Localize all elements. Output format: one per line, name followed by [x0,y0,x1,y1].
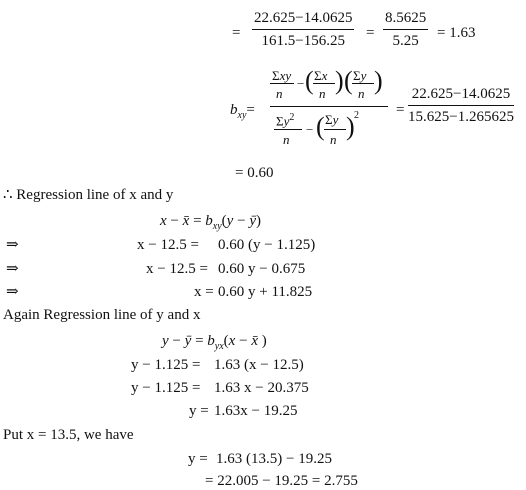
reg-xy-row-2-rhs: 0.60 (y − 1.125) [218,237,316,253]
bxy-equals-2: = [396,102,405,118]
line1-equals: = [232,25,241,41]
line1-frac1-denominator: 161.5−156.25 [261,33,345,49]
arrow-1: ⇒ [6,237,19,253]
final-row-1-rhs: 1.63 (13.5) − 19.25 [216,451,332,467]
reg-yx-row-4-rhs: 1.63x − 19.25 [214,403,298,419]
line1-result: = 1.63 [437,25,476,41]
reg-xy-row-4-lhs: x = [194,284,214,300]
line1-equals-2: = [366,25,375,41]
bxy-value-denominator: 15.625−1.265625 [408,109,514,125]
line1-frac1-numerator: 22.625−14.0625 [252,10,354,30]
bxy-result: = 0.60 [235,165,274,181]
bxy-value-numerator: 22.625−14.0625 [408,86,514,106]
bxy-value-fraction [408,86,514,126]
reg-yx-row-1: y − ȳ = $b_{yx}(x$ − x̄ ) [162,333,267,352]
final-row-1-lhs: y = [188,451,208,467]
line1-fraction-2 [383,10,428,50]
reg-yx-row-4-lhs: y = [189,403,209,419]
reg-yx-row-2-lhs: y − 1.125 = [131,357,201,373]
line1-fraction-1 [252,10,354,50]
reg-xy-row-3-lhs: x − 12.5 = [146,261,208,277]
heading-regression-x-on-y: ∴ Regression line of x and y [3,187,174,203]
heading-regression-y-on-x: Again Regression line of y and x [3,307,201,323]
reg-xy-row-2-lhs: x − 12.5 = [137,237,199,253]
arrow-2: ⇒ [6,261,19,277]
bxy-formula-numerator: Σxy n − ( Σx n ) ( Σy n ) [272,66,383,101]
bxy-formula-fraction [270,68,388,148]
bxy-equals: = [246,102,255,118]
line1-frac2-denominator: 5.25 [392,33,419,49]
put-x-line: Put x = 13.5, we have [3,427,134,443]
bxy-formula-denominator: $\Sigma y^2$ n − ( Σy n ) 2 [276,110,359,147]
reg-yx-row-3-lhs: y − 1.125 = [131,380,201,396]
reg-xy-row-1: x − x̄ = $b_{xy}(y$ − ȳ) [160,213,261,232]
final-row-2: = 22.005 − 19.25 = 2.755 [205,473,358,489]
bxy-label: $b_{xy}=$ [230,102,255,121]
line1-frac2-numerator: 8.5625 [383,10,428,30]
reg-xy-row-3-rhs: 0.60 y − 0.675 [218,261,306,277]
reg-xy-row-4-rhs: 0.60 y + 11.825 [218,284,313,300]
reg-yx-row-2-rhs: 1.63 (x − 12.5) [214,357,304,373]
reg-yx-row-3-rhs: 1.63 x − 20.375 [214,380,309,396]
bxy-formula-bar [270,106,388,107]
arrow-3: ⇒ [6,284,19,300]
